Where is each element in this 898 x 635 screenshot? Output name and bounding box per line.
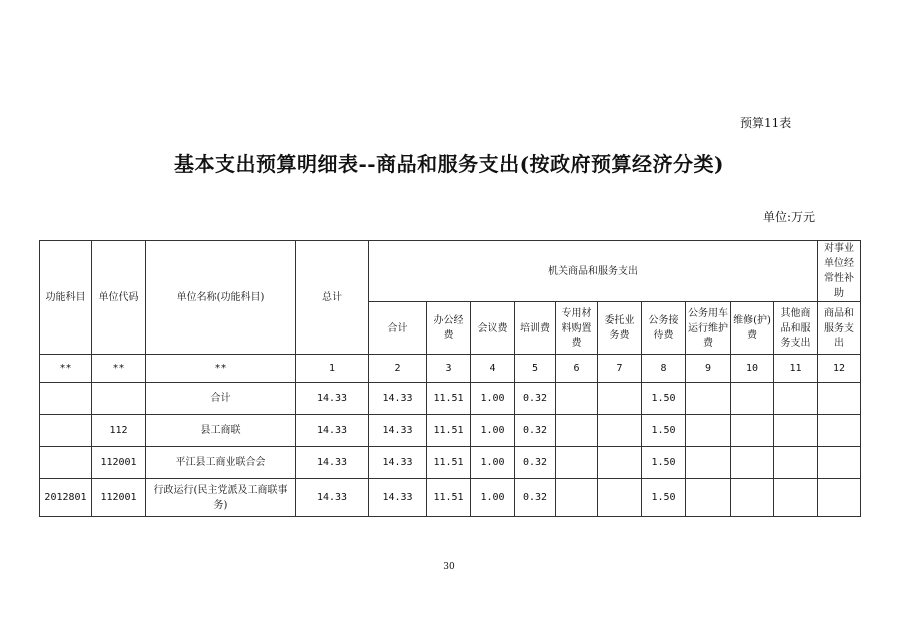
- col-header-total: 总计: [296, 241, 369, 355]
- index-cell: **: [92, 355, 146, 383]
- cell-meeting: 1.00: [471, 383, 515, 415]
- index-cell: 9: [686, 355, 731, 383]
- cell-other: [774, 479, 818, 517]
- cell-other: [774, 447, 818, 479]
- index-cell: 12: [818, 355, 861, 383]
- table-row-administration: [40, 479, 861, 517]
- cell-reception: 1.50: [642, 383, 686, 415]
- index-cell: 2: [369, 355, 427, 383]
- cell-commission: [598, 415, 642, 447]
- cell-subsidy: [818, 383, 861, 415]
- cell-vehicle: [686, 447, 731, 479]
- sub-header-vehicle: 公务用车运行维护费: [686, 302, 731, 355]
- sub-header-maintenance: 维修(护)费: [731, 302, 774, 355]
- cell-subtotal: 14.33: [369, 383, 427, 415]
- budget-table: [39, 240, 861, 517]
- cell-materials: [556, 383, 598, 415]
- sub-header-office: 办公经费: [427, 302, 471, 355]
- cell-vehicle: [686, 415, 731, 447]
- page-title: 基本支出预算明细表--商品和服务支出(按政府预算经济分类): [173, 152, 725, 176]
- cell-training: 0.32: [515, 415, 556, 447]
- sub-header-commission: 委托业务费: [598, 302, 642, 355]
- cell-training: 0.32: [515, 383, 556, 415]
- cell-commission: [598, 383, 642, 415]
- cell-commission: [598, 447, 642, 479]
- unit-label: 单位:万元: [763, 210, 816, 224]
- col-group-office-expenditure: 机关商品和服务支出: [369, 241, 818, 302]
- cell-name: 县工商联: [146, 415, 296, 447]
- cell-vehicle: [686, 383, 731, 415]
- cell-total: 14.33: [296, 383, 369, 415]
- index-cell: 5: [515, 355, 556, 383]
- cell-office: 11.51: [427, 447, 471, 479]
- cell-other: [774, 415, 818, 447]
- cell-office: 11.51: [427, 479, 471, 517]
- cell-meeting: 1.00: [471, 479, 515, 517]
- index-cell: 8: [642, 355, 686, 383]
- cell-meeting: 1.00: [471, 415, 515, 447]
- cell-training: 0.32: [515, 447, 556, 479]
- sub-header-reception: 公务接待费: [642, 302, 686, 355]
- col-header-unit-name: 单位名称(功能科目): [146, 241, 296, 355]
- index-cell: 4: [471, 355, 515, 383]
- cell-code: 112001: [92, 447, 146, 479]
- table-row-chamber: [40, 447, 861, 479]
- cell-code: 112001: [92, 479, 146, 517]
- cell-name: 平江县工商业联合会: [146, 447, 296, 479]
- cell-name: 行政运行(民主党派及工商联事务): [146, 479, 296, 517]
- col-header-func-subject: 功能科目: [40, 241, 92, 355]
- index-cell: 6: [556, 355, 598, 383]
- table-number-label: 预算11表: [740, 116, 792, 130]
- cell-total: 14.33: [296, 447, 369, 479]
- col-group-subsidy: 对事业单位经常性补助: [818, 241, 861, 302]
- table-row-federation: [40, 415, 861, 447]
- index-row: [40, 355, 861, 383]
- cell-maintenance: [731, 415, 774, 447]
- cell-meeting: 1.00: [471, 447, 515, 479]
- sub-header-subtotal: 合计: [369, 302, 427, 355]
- cell-reception: 1.50: [642, 479, 686, 517]
- cell-materials: [556, 447, 598, 479]
- sub-header-materials: 专用材料购置费: [556, 302, 598, 355]
- cell-reception: 1.50: [642, 447, 686, 479]
- index-cell: **: [40, 355, 92, 383]
- cell-other: [774, 383, 818, 415]
- cell-func: 2012801: [40, 479, 92, 517]
- col-header-unit-code: 单位代码: [92, 241, 146, 355]
- cell-maintenance: [731, 383, 774, 415]
- index-cell: 3: [427, 355, 471, 383]
- sub-header-other: 其他商品和服务支出: [774, 302, 818, 355]
- cell-commission: [598, 479, 642, 517]
- cell-total: 14.33: [296, 479, 369, 517]
- cell-reception: 1.50: [642, 415, 686, 447]
- cell-vehicle: [686, 479, 731, 517]
- sub-header-training: 培训费: [515, 302, 556, 355]
- cell-func: [40, 447, 92, 479]
- cell-code: 112: [92, 415, 146, 447]
- cell-func: [40, 383, 92, 415]
- cell-code: [92, 383, 146, 415]
- cell-office: 11.51: [427, 415, 471, 447]
- index-cell: 1: [296, 355, 369, 383]
- cell-subsidy: [818, 447, 861, 479]
- page-number: 30: [443, 562, 455, 572]
- cell-func: [40, 415, 92, 447]
- index-cell: **: [146, 355, 296, 383]
- index-cell: 11: [774, 355, 818, 383]
- cell-materials: [556, 479, 598, 517]
- cell-subsidy: [818, 415, 861, 447]
- cell-name: 合计: [146, 383, 296, 415]
- index-cell: 7: [598, 355, 642, 383]
- cell-subtotal: 14.33: [369, 479, 427, 517]
- cell-total: 14.33: [296, 415, 369, 447]
- cell-training: 0.32: [515, 479, 556, 517]
- header-row-1: [40, 241, 861, 302]
- cell-maintenance: [731, 447, 774, 479]
- sub-header-meeting: 会议费: [471, 302, 515, 355]
- table-row-total: [40, 383, 861, 415]
- index-cell: 10: [731, 355, 774, 383]
- cell-maintenance: [731, 479, 774, 517]
- cell-subsidy: [818, 479, 861, 517]
- cell-subtotal: 14.33: [369, 447, 427, 479]
- cell-subtotal: 14.33: [369, 415, 427, 447]
- sub-header-subsidy-goods: 商品和服务支出: [818, 302, 861, 355]
- cell-office: 11.51: [427, 383, 471, 415]
- cell-materials: [556, 415, 598, 447]
